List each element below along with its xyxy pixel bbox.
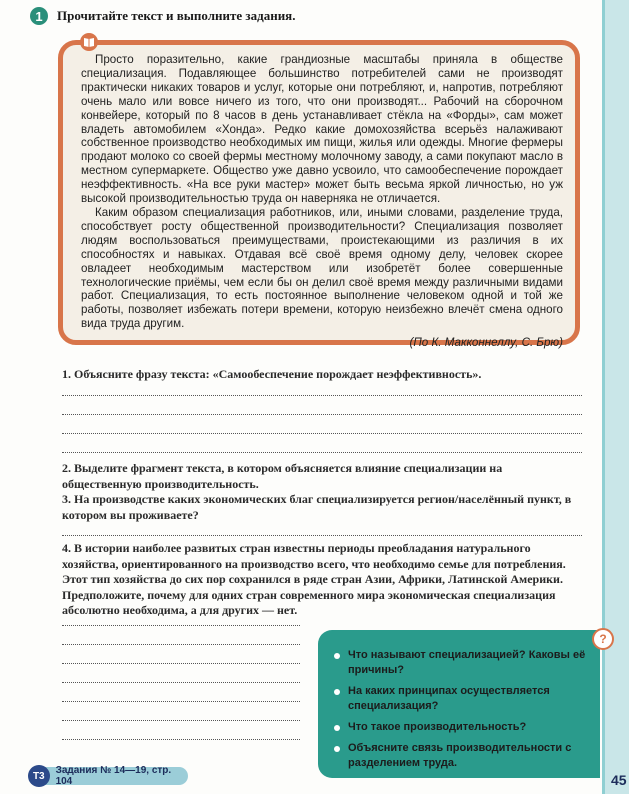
- answer-line[interactable]: [62, 739, 300, 740]
- bullet-icon: [334, 725, 340, 731]
- review-item: Что называют специализацией? Каковы её причины?: [334, 648, 590, 678]
- question-1: 1. Объясните фразу текста: «Самообеспечение порождает неэффективность».: [62, 367, 482, 381]
- answer-line[interactable]: [62, 395, 582, 396]
- review-item: На каких принципах осуществляется специализация?: [334, 684, 590, 714]
- answer-line[interactable]: [62, 535, 582, 536]
- page-edge-band: [605, 0, 629, 794]
- answer-line[interactable]: [62, 701, 300, 702]
- bullet-icon: [334, 746, 340, 752]
- footer-reference: [32, 767, 188, 785]
- answer-line[interactable]: [62, 414, 582, 415]
- text-paragraph-1: Просто поразительно, какие грандиозные масштабы приняла в обществе специализация. Подавляющее большинство потребителей сами не производят практически никаких товаров и услуг, которые они потребляют, и, напротив, потребляют очень мало или вовсе ничего из того, что они производят... Рабочий на сборочном конвейере, который по 8 часов в день устанавливает стёкла на «Форды», сам может владеть автомобилем «Хонда». Редко какие домохозяйства всерьёз налаживают собственное производство необходимых им пищи, жилья или одежды. Многие фермеры продают молоко со своей фермы местному молочному заводу, а сами покупают масло в местном супермаркете. Общество уже давно усвоило, что самообеспечение порождает неэффективность. «На все руки мастер» может быть весьма яркой личностью, но уж высокой производительностью труда он наверняка не отличается.: [81, 53, 563, 206]
- book-icon: [80, 33, 98, 51]
- review-questions-box: [318, 630, 600, 778]
- task-number-badge: 1: [30, 7, 48, 25]
- bullet-icon: [334, 653, 340, 659]
- text-paragraph-2: Каким образом специализация работников, или, иными словами, разделение труда, способствует росту общественной производительности? Специализация позволяет людям воспользоваться преимуществами, проистекающими из различия в их способностях и навыках. Отдавая всё своё время одному делу, человек скорее овладеет необходимым мастерством или изобретёт более совершенные технологические приёмы, чем если бы он делил своё время между различными видами работ. Специализация, то есть постоянное выполнение человеком одной и той же работы, позволяет избежать потери времени, которую неизбежно влечёт смена одного вида труда другим.: [81, 205, 563, 331]
- answer-line[interactable]: [62, 720, 300, 721]
- review-item: Что такое производительность?: [334, 720, 590, 735]
- answer-line[interactable]: [62, 452, 582, 453]
- bullet-icon: [334, 689, 340, 695]
- review-item: Объясните связь производительности с разделением труда.: [334, 741, 590, 771]
- question-3: 3. На производстве каких экономических благ специализируется регион/населённый пункт, в котором вы проживаете?: [62, 492, 572, 522]
- answer-line[interactable]: [62, 682, 300, 683]
- question-mark-icon: ?: [592, 628, 614, 650]
- footer-text: Задания № 14—19, стр. 104: [55, 765, 172, 787]
- reading-text-box: [58, 40, 580, 350]
- page-number: 45: [611, 772, 627, 788]
- footer-badge: Т3: [28, 765, 50, 787]
- text-source: (По К. Макконнеллу, С. Брю): [409, 336, 563, 350]
- answer-line[interactable]: [62, 433, 582, 434]
- task-title: Прочитайте текст и выполните задания.: [57, 8, 296, 23]
- answer-line[interactable]: [62, 663, 300, 664]
- question-4: 4. В истории наиболее развитых стран известны периоды преобладания натурального хозяйства, ориентированного на производство всего, что необходимо семье для потребления. Этот тип хозяйства до сих пор сохранился в ряде стран Азии, Африки, Латинской Америки. Предположите, почему для одних стран современного мира экономическая специализация абсолютно необходима, а для других — нет.: [62, 541, 566, 617]
- question-2: 2. Выделите фрагмент текста, в котором объясняется влияние специализации на общественную производительность.: [62, 461, 503, 491]
- answer-line[interactable]: [62, 625, 300, 626]
- answer-line[interactable]: [62, 644, 300, 645]
